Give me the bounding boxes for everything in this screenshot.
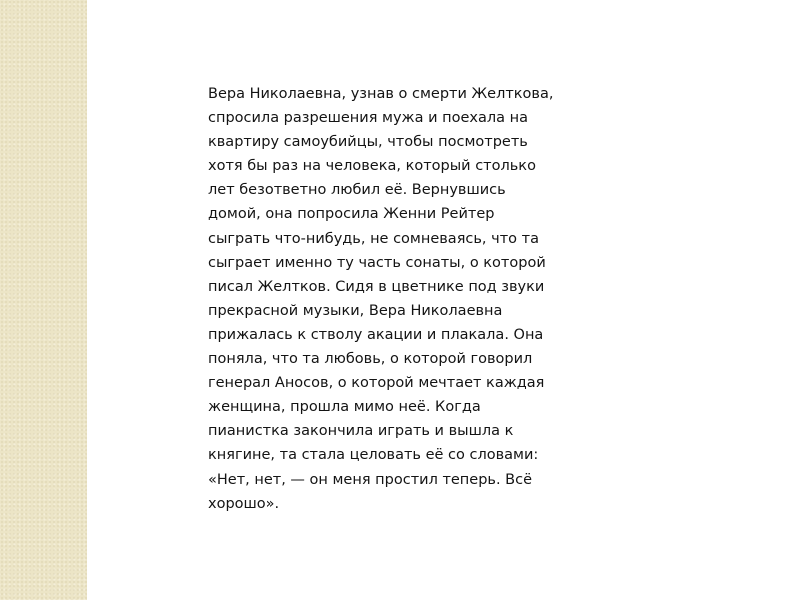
text-line: домой, она попросила Женни Рейтер xyxy=(208,206,495,223)
text-line: Вера Николаевна, узнав о смерти Желткова, xyxy=(208,86,554,102)
text-line: княгине, та стала целовать её со словами: xyxy=(208,447,539,464)
text-line: прекрасной музыки, Вера Николаевна xyxy=(208,302,503,319)
text-line: сыграть что-нибудь, не сомневаясь, что та xyxy=(208,230,539,247)
text-line: поняла, что та любовь, о которой говорил xyxy=(208,351,533,368)
text-line: квартиру самоубийцы, чтобы посмотреть xyxy=(208,134,528,151)
text-line: хорошо». xyxy=(208,495,280,512)
text-line: женщина, прошла мимо неё. Когда xyxy=(208,399,481,416)
text-line: сыграет именно ту часть сонаты, о которой xyxy=(208,254,546,271)
text-line: лет безответно любил её. Вернувшись xyxy=(208,182,506,199)
text-line: пианистка закончила играть и вышла к xyxy=(208,423,514,440)
text-line: писал Желтков. Сидя в цветнике под звуки xyxy=(208,278,545,295)
text-line: хотя бы раз на человека, который столько xyxy=(208,158,536,175)
text-line: прижалась к стволу акации и плакала. Она xyxy=(208,326,544,343)
text-line: спросила разрешения мужа и поехала на xyxy=(208,110,529,127)
decorative-side-strip xyxy=(0,0,87,600)
text-line: генерал Аносов, о которой мечтает каждая xyxy=(208,375,545,392)
text-line: «Нет, нет, — он меня простил теперь. Всё xyxy=(208,471,533,488)
slide-body-text xyxy=(208,82,590,516)
